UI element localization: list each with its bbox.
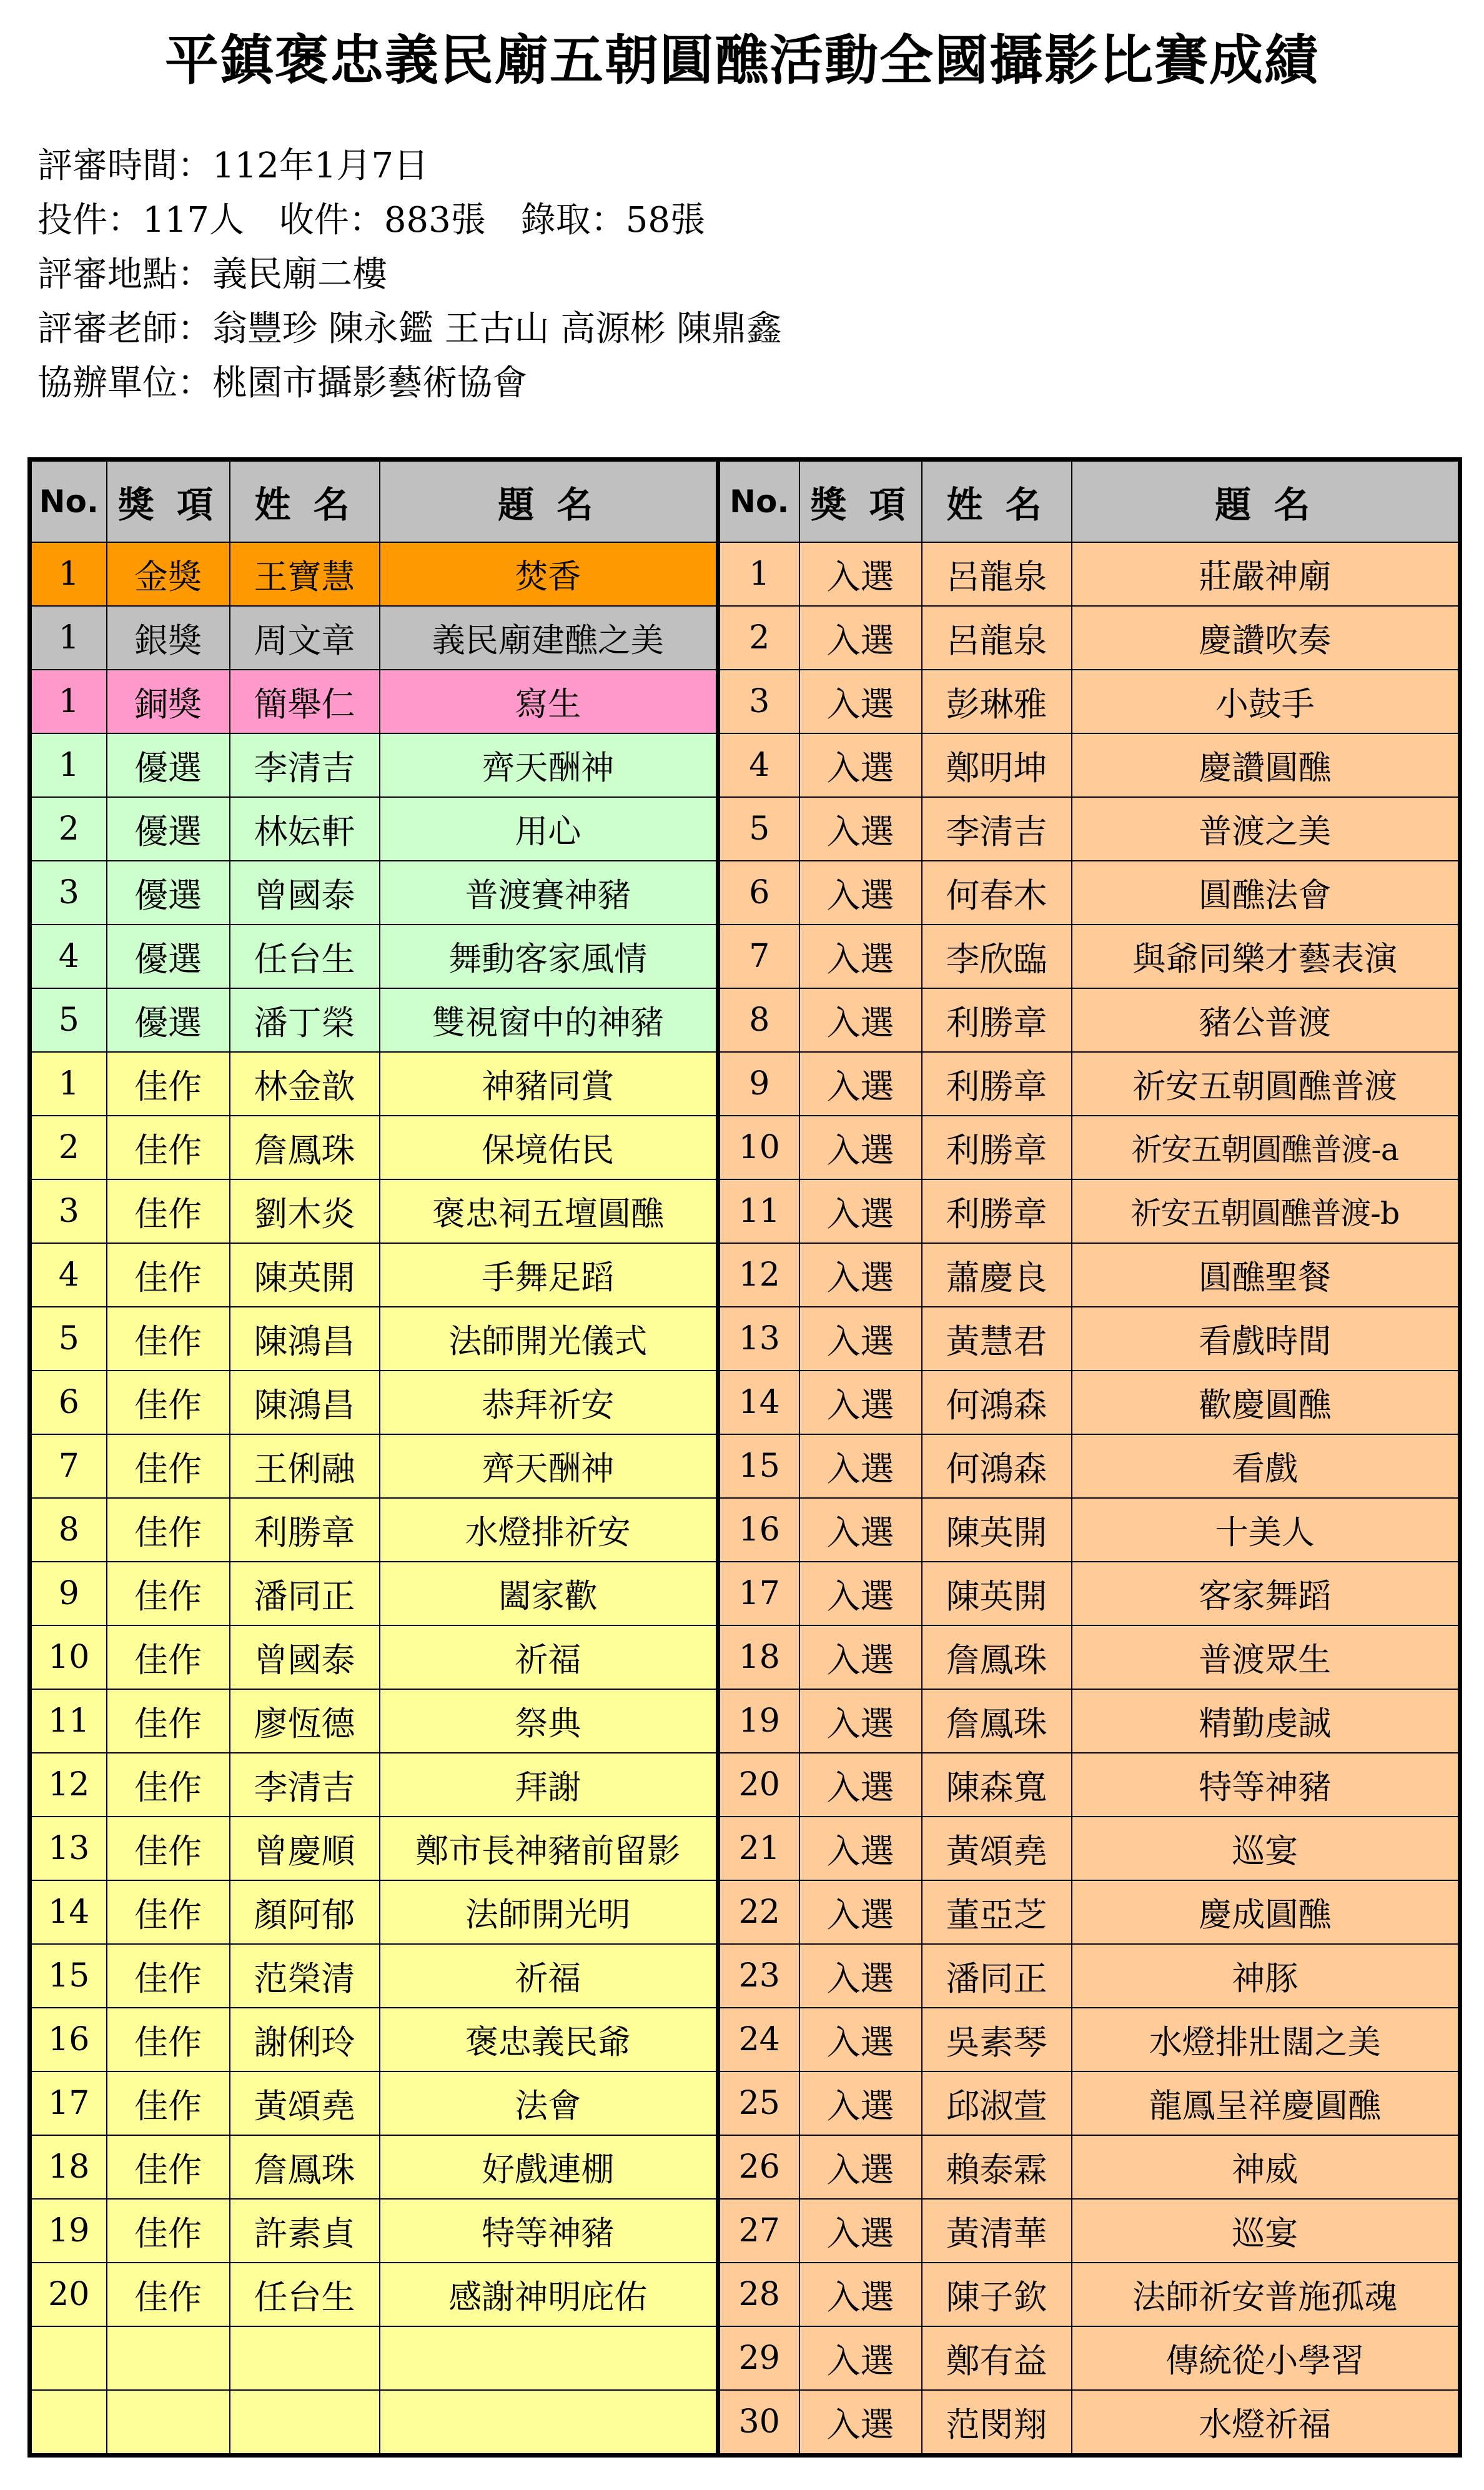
winner-name-cell — [230, 2326, 380, 2390]
selection-no-cell: 5 — [718, 797, 799, 861]
winner-no-cell: 6 — [30, 1371, 107, 1434]
winner-name-cell: 詹鳳珠 — [230, 1116, 380, 1179]
selection-title-cell: 圓醮聖餐 — [1072, 1243, 1460, 1307]
selection-no-cell: 30 — [718, 2390, 799, 2456]
selection-award-cell: 入選 — [799, 925, 922, 988]
winner-no-cell: 13 — [30, 1817, 107, 1880]
organizer: 協辦單位：桃園市攝影藝術協會 — [37, 363, 527, 404]
winner-name-cell: 曾慶順 — [230, 1817, 380, 1880]
selection-award-cell: 入選 — [799, 1116, 922, 1179]
selection-title-cell: 普渡之美 — [1072, 797, 1460, 861]
winner-title-cell: 神豬同賞 — [380, 1052, 718, 1116]
winner-no-cell: 11 — [30, 1689, 107, 1753]
selection-no-cell: 7 — [718, 925, 799, 988]
winner-title-cell: 拜謝 — [380, 1753, 718, 1817]
selection-award-cell: 入選 — [799, 2008, 922, 2071]
selection-award-cell: 入選 — [799, 1179, 922, 1243]
selection-name-cell: 邱淑萱 — [922, 2071, 1072, 2135]
submission-stats: 投件：117人 收件：883張 錄取：58張 — [37, 200, 706, 241]
table-row — [30, 1944, 1460, 2008]
table-row — [30, 1817, 1460, 1880]
winner-title-cell — [380, 2326, 718, 2390]
winner-award-cell: 佳作 — [107, 1116, 230, 1179]
winner-no-cell: 5 — [30, 1307, 107, 1371]
winner-title-cell: 手舞足蹈 — [380, 1243, 718, 1307]
winner-name-cell: 謝俐玲 — [230, 2008, 380, 2071]
selection-name-cell: 利勝章 — [922, 988, 1072, 1052]
selection-name-cell: 鄭有益 — [922, 2326, 1072, 2390]
header-title: 題 名 — [1072, 460, 1460, 543]
selection-award-cell: 入選 — [799, 1753, 922, 1817]
winner-name-cell: 王寶慧 — [230, 542, 380, 606]
winner-award-cell: 佳作 — [107, 1434, 230, 1498]
table-row — [30, 1307, 1460, 1371]
table-row — [30, 1434, 1460, 1498]
winner-award-cell: 金獎 — [107, 542, 230, 606]
winner-title-cell: 焚香 — [380, 542, 718, 606]
selection-title-cell: 看戲時間 — [1072, 1307, 1460, 1371]
selection-award-cell: 入選 — [799, 606, 922, 670]
winner-name-cell: 林金歆 — [230, 1052, 380, 1116]
winner-no-cell: 2 — [30, 797, 107, 861]
selection-name-cell: 黃頌堯 — [922, 1817, 1072, 1880]
table-row — [30, 797, 1460, 861]
winner-title-cell: 好戲連棚 — [380, 2135, 718, 2199]
winner-title-cell: 祈福 — [380, 1944, 718, 2008]
selection-award-cell: 入選 — [799, 861, 922, 925]
winner-no-cell: 19 — [30, 2199, 107, 2263]
selection-name-cell: 何鴻森 — [922, 1434, 1072, 1498]
selection-no-cell: 11 — [718, 1179, 799, 1243]
selection-no-cell: 25 — [718, 2071, 799, 2135]
winner-award-cell: 銅獎 — [107, 670, 230, 733]
table-row — [30, 1562, 1460, 1625]
selection-no-cell: 24 — [718, 2008, 799, 2071]
selection-title-cell: 十美人 — [1072, 1498, 1460, 1562]
selection-title-cell: 慶讚圓醮 — [1072, 733, 1460, 797]
table-row — [30, 1116, 1460, 1179]
selection-name-cell: 利勝章 — [922, 1179, 1072, 1243]
selection-title-cell: 祈安五朝圓醮普渡-a — [1072, 1116, 1460, 1179]
winner-title-cell: 法師開光儀式 — [380, 1307, 718, 1371]
selection-award-cell: 入選 — [799, 1243, 922, 1307]
selection-title-cell: 祈安五朝圓醮普渡-b — [1072, 1179, 1460, 1243]
winner-no-cell: 7 — [30, 1434, 107, 1498]
winner-title-cell: 闔家歡 — [380, 1562, 718, 1625]
winner-award-cell — [107, 2326, 230, 2390]
header-award: 獎 項 — [799, 460, 922, 543]
selection-no-cell: 2 — [718, 606, 799, 670]
selection-no-cell: 9 — [718, 1052, 799, 1116]
winner-no-cell: 10 — [30, 1625, 107, 1689]
winner-award-cell: 佳作 — [107, 1179, 230, 1243]
selection-title-cell: 圓醮法會 — [1072, 861, 1460, 925]
selection-title-cell: 看戲 — [1072, 1434, 1460, 1498]
winner-name-cell: 潘丁榮 — [230, 988, 380, 1052]
winner-no-cell: 14 — [30, 1880, 107, 1944]
selection-no-cell: 28 — [718, 2263, 799, 2326]
winner-title-cell: 保境佑民 — [380, 1116, 718, 1179]
winner-award-cell: 佳作 — [107, 2263, 230, 2326]
selection-title-cell: 慶讚吹奏 — [1072, 606, 1460, 670]
selection-award-cell: 入選 — [799, 1689, 922, 1753]
selection-title-cell: 法師祈安普施孤魂 — [1072, 2263, 1460, 2326]
winner-award-cell: 佳作 — [107, 2008, 230, 2071]
selection-award-cell: 入選 — [799, 1880, 922, 1944]
table-row — [30, 1052, 1460, 1116]
selection-award-cell: 入選 — [799, 2135, 922, 2199]
winner-award-cell: 佳作 — [107, 1880, 230, 1944]
selection-no-cell: 17 — [718, 1562, 799, 1625]
winner-title-cell: 褒忠祠五壇圓醮 — [380, 1179, 718, 1243]
winner-no-cell: 18 — [30, 2135, 107, 2199]
winner-no-cell: 12 — [30, 1753, 107, 1817]
selection-no-cell: 14 — [718, 1371, 799, 1434]
winner-name-cell: 詹鳳珠 — [230, 2135, 380, 2199]
selection-no-cell: 3 — [718, 670, 799, 733]
winner-name-cell: 許素貞 — [230, 2199, 380, 2263]
selection-name-cell: 潘同正 — [922, 1944, 1072, 2008]
selection-no-cell: 22 — [718, 1880, 799, 1944]
winner-title-cell: 祈福 — [380, 1625, 718, 1689]
winner-award-cell: 優選 — [107, 988, 230, 1052]
header-no: No. — [30, 460, 107, 543]
selection-title-cell: 特等神豬 — [1072, 1753, 1460, 1817]
selection-name-cell: 詹鳳珠 — [922, 1689, 1072, 1753]
table-row — [30, 542, 1460, 606]
selection-name-cell: 吳素琴 — [922, 2008, 1072, 2071]
winner-award-cell: 佳作 — [107, 2199, 230, 2263]
winner-award-cell: 優選 — [107, 925, 230, 988]
selection-name-cell: 何鴻森 — [922, 1371, 1072, 1434]
selection-name-cell: 何春木 — [922, 861, 1072, 925]
winner-award-cell: 佳作 — [107, 1498, 230, 1562]
winner-title-cell: 祭典 — [380, 1689, 718, 1753]
selection-name-cell: 陳英開 — [922, 1562, 1072, 1625]
winner-title-cell: 齊天酬神 — [380, 1434, 718, 1498]
selection-no-cell: 1 — [718, 542, 799, 606]
winner-no-cell: 16 — [30, 2008, 107, 2071]
winner-name-cell: 李清吉 — [230, 1753, 380, 1817]
table-row — [30, 2071, 1460, 2135]
table-row — [30, 2326, 1460, 2390]
selection-name-cell: 范閔翔 — [922, 2390, 1072, 2456]
selection-name-cell: 黃清華 — [922, 2199, 1072, 2263]
selection-name-cell: 利勝章 — [922, 1052, 1072, 1116]
selection-award-cell: 入選 — [799, 1498, 922, 1562]
winner-name-cell: 李清吉 — [230, 733, 380, 797]
selection-no-cell: 29 — [718, 2326, 799, 2390]
selection-title-cell: 水燈祈福 — [1072, 2390, 1460, 2456]
selection-name-cell: 董亞芝 — [922, 1880, 1072, 1944]
selection-name-cell: 陳子欽 — [922, 2263, 1072, 2326]
selection-title-cell: 傳統從小學習 — [1072, 2326, 1460, 2390]
selection-name-cell: 陳英開 — [922, 1498, 1072, 1562]
table-row — [30, 1880, 1460, 1944]
winner-award-cell: 佳作 — [107, 1689, 230, 1753]
selection-no-cell: 12 — [718, 1243, 799, 1307]
winner-name-cell: 陳鴻昌 — [230, 1307, 380, 1371]
winner-award-cell: 優選 — [107, 797, 230, 861]
selection-award-cell: 入選 — [799, 1625, 922, 1689]
winner-no-cell: 20 — [30, 2263, 107, 2326]
selection-title-cell: 精勤虔誠 — [1072, 1689, 1460, 1753]
judging-date: 評審時間：112年1月7日 — [37, 146, 429, 186]
winner-title-cell: 齊天酬神 — [380, 733, 718, 797]
selection-award-cell: 入選 — [799, 542, 922, 606]
winner-no-cell: 17 — [30, 2071, 107, 2135]
table-row — [30, 670, 1460, 733]
table-row — [30, 2135, 1460, 2199]
winner-award-cell: 佳作 — [107, 1307, 230, 1371]
selection-award-cell: 入選 — [799, 733, 922, 797]
selection-title-cell: 龍鳳呈祥慶圓醮 — [1072, 2071, 1460, 2135]
table-row — [30, 1625, 1460, 1689]
selection-title-cell: 巡宴 — [1072, 1817, 1460, 1880]
winner-title-cell: 雙視窗中的神豬 — [380, 988, 718, 1052]
winner-title-cell: 鄭市長神豬前留影 — [380, 1817, 718, 1880]
winner-name-cell: 王俐融 — [230, 1434, 380, 1498]
selection-no-cell: 13 — [718, 1307, 799, 1371]
table-row — [30, 1498, 1460, 1562]
winner-name-cell: 陳英開 — [230, 1243, 380, 1307]
winner-no-cell: 1 — [30, 542, 107, 606]
winner-title-cell: 普渡賽神豬 — [380, 861, 718, 925]
header-no: No. — [718, 460, 799, 543]
winner-no-cell: 15 — [30, 1944, 107, 2008]
page-title: 平鎮褒忠義民廟五朝圓醮活動全國攝影比賽成績 — [165, 29, 1319, 92]
winner-award-cell: 佳作 — [107, 1944, 230, 2008]
winner-name-cell: 周文章 — [230, 606, 380, 670]
winner-name-cell: 任台生 — [230, 925, 380, 988]
selection-award-cell: 入選 — [799, 1817, 922, 1880]
winner-no-cell — [30, 2326, 107, 2390]
selection-award-cell: 入選 — [799, 797, 922, 861]
selection-title-cell: 小鼓手 — [1072, 670, 1460, 733]
selection-title-cell: 祈安五朝圓醮普渡 — [1072, 1052, 1460, 1116]
selection-title-cell: 水燈排壯闊之美 — [1072, 2008, 1460, 2071]
winner-award-cell: 優選 — [107, 861, 230, 925]
judging-venue: 評審地點：義民廟二樓 — [37, 254, 387, 295]
winner-award-cell: 佳作 — [107, 1817, 230, 1880]
selection-no-cell: 23 — [718, 1944, 799, 2008]
winner-name-cell: 利勝章 — [230, 1498, 380, 1562]
selection-no-cell: 4 — [718, 733, 799, 797]
selection-award-cell: 入選 — [799, 1944, 922, 2008]
selection-no-cell: 15 — [718, 1434, 799, 1498]
selection-award-cell: 入選 — [799, 2390, 922, 2456]
winner-no-cell: 1 — [30, 670, 107, 733]
winner-no-cell: 3 — [30, 1179, 107, 1243]
winner-name-cell: 顏阿郁 — [230, 1880, 380, 1944]
selection-name-cell: 李欣臨 — [922, 925, 1072, 988]
header-name: 姓 名 — [230, 460, 380, 543]
winner-title-cell — [380, 2390, 718, 2456]
selection-name-cell: 蕭慶良 — [922, 1243, 1072, 1307]
header-title: 題 名 — [380, 460, 718, 543]
selection-no-cell: 10 — [718, 1116, 799, 1179]
table-row — [30, 2390, 1460, 2456]
selection-no-cell: 18 — [718, 1625, 799, 1689]
selection-name-cell: 李清吉 — [922, 797, 1072, 861]
selection-title-cell: 慶成圓醮 — [1072, 1880, 1460, 1944]
selection-no-cell: 6 — [718, 861, 799, 925]
winner-title-cell: 水燈排祈安 — [380, 1498, 718, 1562]
selection-award-cell: 入選 — [799, 1052, 922, 1116]
selection-no-cell: 27 — [718, 2199, 799, 2263]
winner-no-cell: 1 — [30, 733, 107, 797]
selection-name-cell: 呂龍泉 — [922, 606, 1072, 670]
selection-name-cell: 詹鳳珠 — [922, 1625, 1072, 1689]
selection-award-cell: 入選 — [799, 2199, 922, 2263]
results-table — [27, 457, 1462, 2458]
winner-title-cell: 寫生 — [380, 670, 718, 733]
selection-no-cell: 19 — [718, 1689, 799, 1753]
selection-award-cell: 入選 — [799, 670, 922, 733]
winner-title-cell: 恭拜祈安 — [380, 1371, 718, 1434]
header-award: 獎 項 — [107, 460, 230, 543]
selection-name-cell: 彭琳雅 — [922, 670, 1072, 733]
winner-name-cell: 曾國泰 — [230, 1625, 380, 1689]
winner-no-cell: 8 — [30, 1498, 107, 1562]
winner-name-cell: 陳鴻昌 — [230, 1371, 380, 1434]
table-row — [30, 2263, 1460, 2326]
selection-name-cell: 黃慧君 — [922, 1307, 1072, 1371]
winner-name-cell: 任台生 — [230, 2263, 380, 2326]
winner-name-cell: 廖恆德 — [230, 1689, 380, 1753]
selection-title-cell: 神豚 — [1072, 1944, 1460, 2008]
winner-name-cell: 林妘軒 — [230, 797, 380, 861]
selection-award-cell: 入選 — [799, 1562, 922, 1625]
winner-no-cell: 2 — [30, 1116, 107, 1179]
selection-name-cell: 利勝章 — [922, 1116, 1072, 1179]
winner-award-cell: 優選 — [107, 733, 230, 797]
winner-name-cell: 黃頌堯 — [230, 2071, 380, 2135]
winner-title-cell: 感謝神明庇佑 — [380, 2263, 718, 2326]
winner-award-cell: 佳作 — [107, 1243, 230, 1307]
selection-title-cell: 普渡眾生 — [1072, 1625, 1460, 1689]
winner-award-cell: 佳作 — [107, 1753, 230, 1817]
winner-no-cell: 1 — [30, 1052, 107, 1116]
selection-award-cell: 入選 — [799, 2263, 922, 2326]
winner-title-cell: 褒忠義民爺 — [380, 2008, 718, 2071]
winner-title-cell: 特等神豬 — [380, 2199, 718, 2263]
table-header-row — [30, 460, 1460, 543]
table-row — [30, 925, 1460, 988]
table-row — [30, 733, 1460, 797]
selection-title-cell: 客家舞蹈 — [1072, 1562, 1460, 1625]
winner-title-cell: 舞動客家風情 — [380, 925, 718, 988]
winner-name-cell: 曾國泰 — [230, 861, 380, 925]
winner-no-cell: 4 — [30, 925, 107, 988]
winner-no-cell: 5 — [30, 988, 107, 1052]
table-row — [30, 2199, 1460, 2263]
selection-no-cell: 26 — [718, 2135, 799, 2199]
selection-title-cell: 莊嚴神廟 — [1072, 542, 1460, 606]
selection-name-cell: 呂龍泉 — [922, 542, 1072, 606]
table-row — [30, 1371, 1460, 1434]
judging-info — [37, 139, 781, 410]
winner-award-cell: 佳作 — [107, 1371, 230, 1434]
winner-title-cell: 法師開光明 — [380, 1880, 718, 1944]
winner-no-cell: 1 — [30, 606, 107, 670]
table-row — [30, 988, 1460, 1052]
table-row — [30, 861, 1460, 925]
selection-name-cell: 陳森寬 — [922, 1753, 1072, 1817]
winner-award-cell — [107, 2390, 230, 2456]
winner-title-cell: 用心 — [380, 797, 718, 861]
selection-award-cell: 入選 — [799, 2326, 922, 2390]
selection-award-cell: 入選 — [799, 1371, 922, 1434]
winner-award-cell: 佳作 — [107, 1052, 230, 1116]
table-row — [30, 1243, 1460, 1307]
winner-name-cell: 簡舉仁 — [230, 670, 380, 733]
selection-no-cell: 20 — [718, 1753, 799, 1817]
selection-no-cell: 21 — [718, 1817, 799, 1880]
winner-name-cell: 劉木炎 — [230, 1179, 380, 1243]
selection-award-cell: 入選 — [799, 2071, 922, 2135]
header-name: 姓 名 — [922, 460, 1072, 543]
winner-award-cell: 佳作 — [107, 2135, 230, 2199]
table-row — [30, 1179, 1460, 1243]
winner-no-cell: 3 — [30, 861, 107, 925]
selection-no-cell: 8 — [718, 988, 799, 1052]
winner-no-cell — [30, 2390, 107, 2456]
winner-no-cell: 9 — [30, 1562, 107, 1625]
winner-award-cell: 佳作 — [107, 2071, 230, 2135]
winner-title-cell: 法會 — [380, 2071, 718, 2135]
selection-name-cell: 鄭明坤 — [922, 733, 1072, 797]
table-row — [30, 606, 1460, 670]
judges-list: 評審老師：翁豐珍 陳永鑑 王古山 高源彬 陳鼎鑫 — [37, 309, 782, 349]
selection-title-cell: 神威 — [1072, 2135, 1460, 2199]
selection-title-cell: 巡宴 — [1072, 2199, 1460, 2263]
selection-name-cell: 賴泰霖 — [922, 2135, 1072, 2199]
table-row — [30, 1689, 1460, 1753]
winner-no-cell: 4 — [30, 1243, 107, 1307]
selection-title-cell: 與爺同樂才藝表演 — [1072, 925, 1460, 988]
selection-award-cell: 入選 — [799, 1434, 922, 1498]
selection-title-cell: 豬公普渡 — [1072, 988, 1460, 1052]
table-row — [30, 2008, 1460, 2071]
selection-no-cell: 16 — [718, 1498, 799, 1562]
table-row — [30, 1753, 1460, 1817]
selection-award-cell: 入選 — [799, 988, 922, 1052]
selection-award-cell: 入選 — [799, 1307, 922, 1371]
winner-award-cell: 佳作 — [107, 1625, 230, 1689]
winner-name-cell: 潘同正 — [230, 1562, 380, 1625]
winner-name-cell: 范榮清 — [230, 1944, 380, 2008]
winner-title-cell: 義民廟建醮之美 — [380, 606, 718, 670]
winner-award-cell: 佳作 — [107, 1562, 230, 1625]
winner-name-cell — [230, 2390, 380, 2456]
winner-award-cell: 銀獎 — [107, 606, 230, 670]
selection-title-cell: 歡慶圓醮 — [1072, 1371, 1460, 1434]
